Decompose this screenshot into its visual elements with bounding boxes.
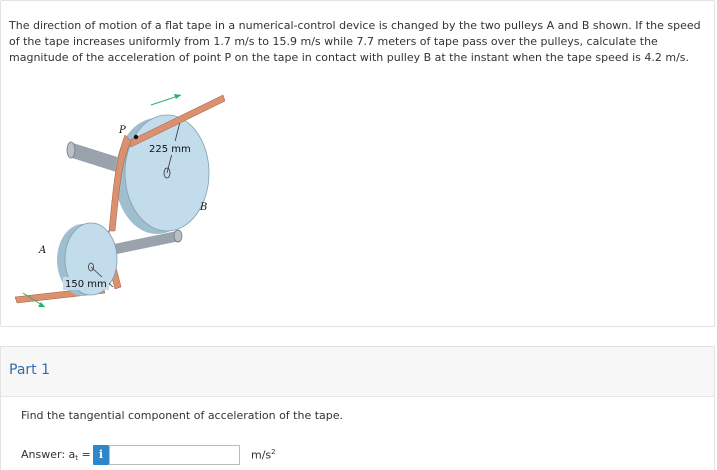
label-p: P — [119, 125, 126, 136]
answer-unit-exponent: 2 — [271, 448, 276, 456]
point-p-marker — [134, 135, 138, 139]
answer-label-equals: = — [78, 448, 91, 461]
part-title: Part 1 — [9, 362, 50, 378]
shaft-a — [109, 230, 182, 255]
answer-row — [21, 443, 711, 467]
problem-statement: The direction of motion of a flat tape in a numerical-control device is changed by the two pulleys A and B shown. If the speed of the tape increases uniformly from 1.7 m/s to 15.9 m/s while 7.7 meters of tape pass over the pulleys, calculate the magnitude of the acceleration of point P on the tape in contact with pulley B at the instant when the tape speed is 4.2 m/s. — [9, 19, 701, 64]
dim-label-a: 150 mm — [65, 279, 107, 290]
answer-label — [21, 448, 91, 462]
answer-unit — [251, 448, 276, 462]
part-card — [0, 346, 715, 470]
label-b: B — [200, 202, 208, 213]
part-question: Find the tangential component of acceleration of the tape. — [21, 409, 344, 422]
pulley-diagram — [9, 81, 249, 321]
label-a: A — [39, 245, 47, 256]
info-icon[interactable]: i — [93, 445, 109, 465]
pulley-b — [115, 115, 209, 234]
answer-label-subscript: t — [75, 454, 79, 462]
answer-input[interactable] — [109, 445, 240, 465]
answer-unit-text: m/s — [251, 448, 272, 462]
pulley-figure — [9, 81, 249, 321]
part-header — [1, 347, 714, 397]
answer-label-text: Answer: a — [21, 448, 76, 461]
motion-arrow-top — [151, 94, 181, 105]
dim-label-b: 225 mm — [149, 144, 191, 155]
